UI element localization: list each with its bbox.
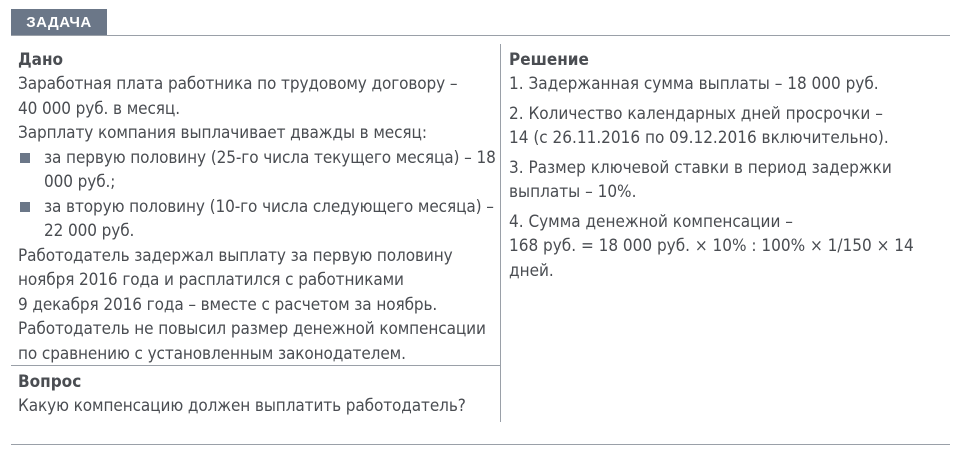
question-section (18, 370, 496, 419)
solution-heading: Решение (509, 50, 589, 70)
bullet-square-icon (20, 202, 30, 212)
solution-step: 1. Задержанная сумма выплаты – 18 000 руб. (509, 74, 879, 94)
delay-paragraph: Работодатель задержал выплату за первую половину ноября 2016 года и расплатился с работниками 9 декабря 2016 года – вместе с расчетом за ноябрь. (18, 245, 453, 315)
bottom-rule (11, 444, 950, 445)
compensation-paragraph: Работодатель не повысил размер денежной компенсации по сравнению с установленным законодателем. (18, 319, 486, 364)
solution-step: 3. Размер ключевой ставки в период задержки выплаты – 10%. (509, 157, 892, 202)
solution-section (509, 48, 954, 288)
salary-paragraph: Заработная плата работника по трудовому договору – 40 000 руб. в месяц. (18, 74, 458, 119)
bullet-square-icon (20, 153, 30, 163)
solution-step: 2. Количество календарных дней просрочки – 14 (с 26.11.2016 по 09.12.2016 включительно). (509, 103, 889, 148)
bullet-text: за первую половину (25-го числа текущего месяца) – 18 000 руб.; (44, 147, 496, 192)
task-label: ЗАДАЧА (11, 9, 107, 36)
bullet-text: за вторую половину (10-го числа следующего месяца) – 22 000 руб. (44, 196, 494, 241)
payment-schedule-paragraph: Зарплату компания выплачивает дважды в месяц: (18, 123, 427, 143)
bullet-item (18, 195, 496, 244)
given-heading: Дано (18, 50, 64, 70)
question-heading: Вопрос (18, 372, 82, 392)
question-text: Какую компенсацию должен выплатить работодатель? (18, 396, 466, 416)
top-rule (11, 35, 950, 36)
solution-step: 4. Сумма денежной компенсации – 168 руб. = 18 000 руб. × 10% : 100% × 1/150 × 14 дней. (509, 211, 914, 281)
given-section (18, 48, 496, 366)
bullet-item (18, 146, 496, 195)
